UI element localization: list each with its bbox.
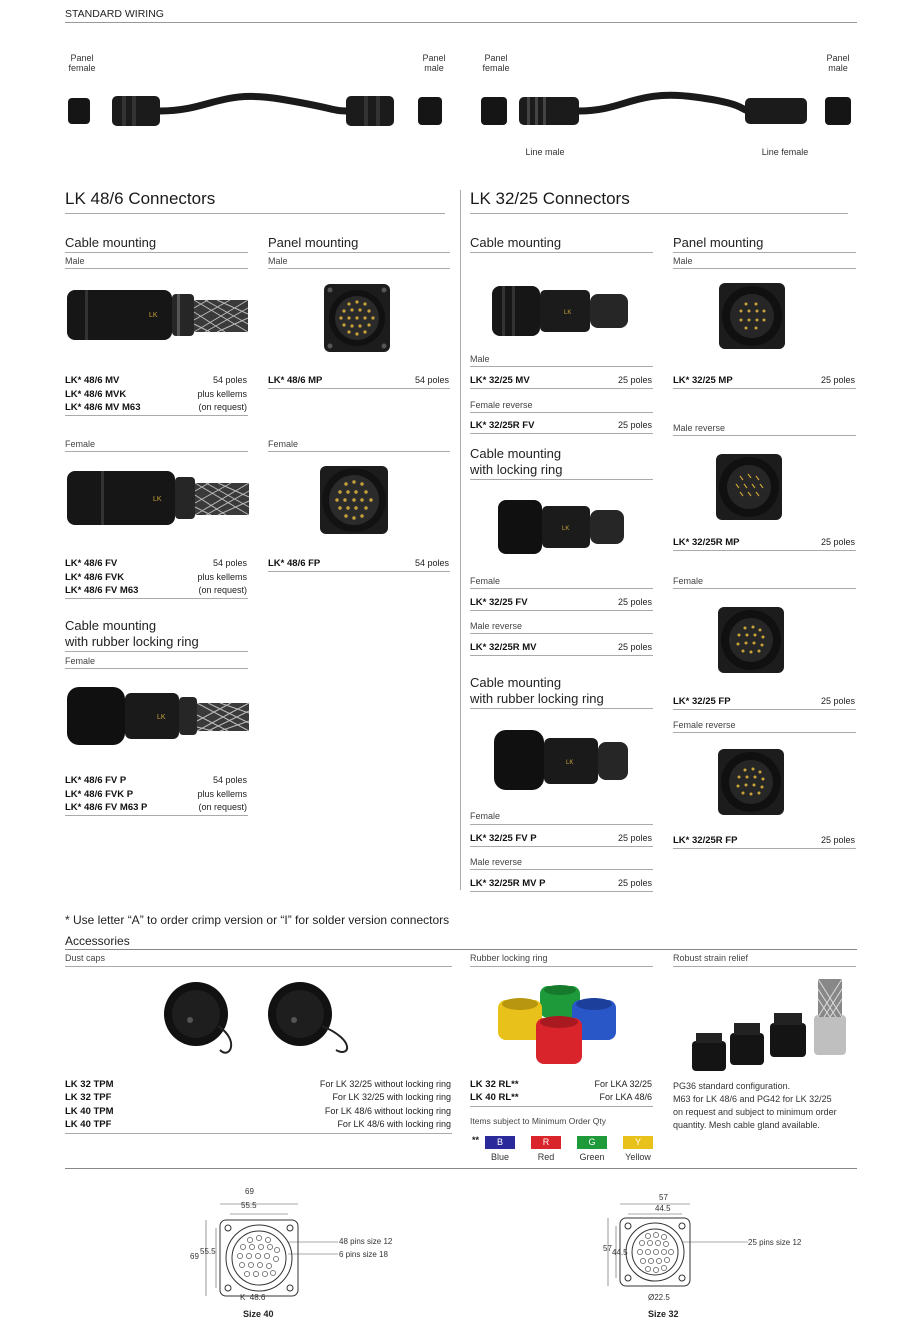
image-lk48-rubber-female [65, 683, 250, 751]
heading-lk48-panel: Panel mounting [268, 235, 359, 250]
divider [65, 415, 248, 416]
product-lk32-fv-name: LK* 32/25 FV [470, 597, 528, 608]
swatch-blue-label: Blue [490, 1152, 509, 1162]
size32-dim-left-inner: 44.5 [612, 1248, 628, 1257]
product-lk32-fv-p-name: LK* 32/25 FV P [470, 833, 537, 844]
swatch-yellow: Y [623, 1136, 653, 1149]
swatch-blue: B [485, 1136, 515, 1149]
product-lk32r-mp-value: 25 poles [820, 537, 855, 547]
divider [65, 949, 857, 950]
divider [65, 252, 248, 253]
divider [470, 966, 653, 967]
divider [470, 252, 653, 253]
footnote: * Use letter “A” to order crimp version or “I” for solder version connectors [65, 913, 450, 927]
divider [673, 966, 856, 967]
label-lk32-panel-male: Male [673, 256, 693, 266]
divider [673, 709, 856, 710]
size32-note-1: 25 pins size 12 [748, 1238, 802, 1247]
divider [268, 252, 450, 253]
product-lk32r-mv-name: LK* 32/25R MV [470, 642, 537, 653]
size40-caption: Size 40 [243, 1309, 274, 1319]
image-lk32-panel-male [716, 280, 788, 352]
section-title-standard-wiring: STANDARD WIRING [65, 8, 164, 20]
product-lk48-mv-value: 54 poles [212, 375, 247, 385]
svg-text:LK: LK [157, 714, 166, 721]
label-lk32-locking-female: Female [470, 576, 501, 586]
product-lk48-fv-name: LK* 48/6 FV [65, 558, 118, 569]
size32-dim-bottom: Ø22.5 [648, 1293, 670, 1302]
divider [65, 1168, 857, 1169]
product-lk32r-mv-p-value: 25 poles [617, 878, 652, 888]
size40-dim-left: 69 [190, 1252, 199, 1261]
label-lk32-rubber-female: Female [470, 811, 501, 821]
product-lk32-mp-value: 25 poles [820, 375, 855, 385]
product-lk32r-fp-name: LK* 32/25R FP [673, 835, 738, 846]
heading-lk32-cable: Cable mounting [470, 235, 562, 250]
product-lk48-fv-m63-p-name: LK* 48/6 FV M63 P [65, 802, 148, 813]
product-lk48-mp-value: 54 poles [414, 375, 449, 385]
divider [65, 598, 248, 599]
product-lk48-fv-m63-p-value: (on request) [198, 802, 247, 812]
image-strain-relief [690, 975, 860, 1075]
product-lk32-fv-p-value: 25 poles [617, 833, 652, 843]
swatch-green-label: Green [579, 1152, 605, 1162]
size32-dim-top: 57 [659, 1193, 668, 1202]
product-lk32-mp-name: LK* 32/25 MP [673, 375, 733, 386]
label-line-female: Line female [761, 147, 809, 157]
heading-lk32-locking: Cable mounting with locking ring [470, 446, 563, 477]
product-lk32r-fv-value: 25 poles [617, 420, 652, 430]
divider [470, 388, 653, 389]
divider [673, 588, 856, 589]
product-lk32r-mv-value: 25 poles [617, 642, 652, 652]
label-lk32-male: Male [470, 354, 490, 364]
dust-cap-1-name: LK 32 TPM [65, 1079, 114, 1090]
divider [470, 366, 653, 367]
size40-dim-top: 69 [245, 1187, 254, 1196]
label-lk48-male: Male [65, 256, 85, 266]
svg-text:LK: LK [153, 496, 162, 503]
product-lk48-fv-p-value: 54 poles [212, 775, 247, 785]
divider [470, 633, 653, 634]
divider [470, 610, 653, 611]
divider [268, 451, 450, 452]
product-lk32-fp-value: 25 poles [820, 696, 855, 706]
title-accessories: Accessories [65, 934, 130, 948]
column-divider [460, 190, 461, 890]
rubber-ring-1-name: LK 32 RL** [470, 1079, 519, 1090]
product-lk48-mvk-name: LK* 48/6 MVK [65, 389, 127, 400]
moq-note: Items subject to Minimum Order Qty [470, 1116, 607, 1126]
product-lk32r-mv-p-name: LK* 32/25R MV P [470, 878, 546, 889]
drawing-size32 [598, 1190, 818, 1310]
label-panel-male-right: Panel male [826, 53, 850, 73]
swatch-stars: ** [472, 1135, 480, 1145]
divider [470, 588, 653, 589]
svg-text:LK: LK [149, 312, 158, 319]
divider [65, 451, 248, 452]
divider [673, 268, 856, 269]
image-lk32-panel-female [714, 604, 788, 676]
label-lk48-panel-male: Male [268, 256, 288, 266]
divider [65, 651, 248, 652]
size32-dim-left: 57 [603, 1244, 612, 1253]
size32-dim-inner: 44.5 [655, 1204, 671, 1213]
label-line-male: Line male [525, 147, 565, 157]
product-lk48-mv-name: LK* 48/6 MV [65, 375, 120, 386]
divider [65, 966, 452, 967]
product-lk48-mvk-value: plus kellems [197, 389, 247, 399]
rubber-ring-2-value: For LKA 48/6 [599, 1092, 652, 1102]
divider [673, 550, 856, 551]
divider [673, 435, 856, 436]
divider [673, 252, 856, 253]
label-lk32-female-reverse: Female reverse [470, 400, 533, 410]
image-lk32r-panel-female [714, 746, 788, 818]
wiring-illustration-right [475, 85, 865, 145]
size40-note-1: 48 pins size 12 [339, 1237, 393, 1246]
divider [470, 708, 653, 709]
product-lk32-mv-name: LK* 32/25 MV [470, 375, 530, 386]
heading-lk48-cable: Cable mounting [65, 235, 157, 250]
swatch-yellow-label: Yellow [625, 1152, 651, 1162]
divider [673, 388, 856, 389]
divider [268, 571, 450, 572]
product-lk48-fvk-p-value: plus kellems [197, 789, 247, 799]
divider [268, 388, 450, 389]
dust-cap-4-value: For LK 48/6 with locking ring [337, 1119, 451, 1129]
product-lk48-fv-m63-value: (on request) [198, 585, 247, 595]
size40-note-2: 6 pins size 18 [339, 1250, 388, 1259]
svg-text:LK: LK [564, 310, 572, 316]
divider [470, 846, 653, 847]
rubber-ring-2-name: LK 40 RL** [470, 1092, 519, 1103]
heading-lk32-rubber: Cable mounting with rubber locking ring [470, 675, 604, 706]
divider [470, 824, 653, 825]
product-lk48-fvk-value: plus kellems [197, 572, 247, 582]
product-lk48-fv-m63-name: LK* 48/6 FV M63 [65, 585, 139, 596]
label-lk32-male-reverse: Male reverse [470, 621, 523, 631]
divider [470, 412, 653, 413]
divider [268, 268, 450, 269]
label-lk32-rubber-male-reverse: Male reverse [470, 857, 523, 867]
title-lk32: LK 32/25 Connectors [470, 189, 630, 208]
divider [65, 268, 248, 269]
swatch-red-label: Red [537, 1152, 555, 1162]
dust-cap-2-value: For LK 32/25 with locking ring [332, 1092, 451, 1102]
product-lk48-fvk-name: LK* 48/6 FVK [65, 572, 125, 583]
image-lk32-locking-female [496, 496, 626, 558]
product-lk32-mv-value: 25 poles [617, 375, 652, 385]
label-lk48-female: Female [65, 439, 96, 449]
label-lk32-panel-female-reverse: Female reverse [673, 720, 736, 730]
image-lk48-cable-male [65, 282, 250, 350]
product-lk32r-fp-value: 25 poles [820, 835, 855, 845]
divider [470, 479, 653, 480]
title-lk48: LK 48/6 Connectors [65, 189, 216, 208]
label-panel-female-left: Panel female [68, 53, 96, 73]
divider [65, 22, 857, 23]
dust-cap-2-name: LK 32 TPF [65, 1092, 112, 1103]
label-lk48-rubber-female: Female [65, 656, 96, 666]
divider [470, 1106, 653, 1107]
dust-cap-4-name: LK 40 TPF [65, 1119, 112, 1130]
heading-lk32-panel: Panel mounting [673, 235, 764, 250]
swatch-green: G [577, 1136, 607, 1149]
product-lk32-fp-name: LK* 32/25 FP [673, 696, 731, 707]
size40-dim-inner: 55.5 [241, 1201, 257, 1210]
divider [65, 668, 248, 669]
product-lk48-mv-m63-value: (on request) [198, 402, 247, 412]
image-lk32r-panel-male [712, 452, 788, 524]
label-panel-female-right: Panel female [482, 53, 510, 73]
label-panel-male-left: Panel male [422, 53, 446, 73]
product-lk48-mp-name: LK* 48/6 MP [268, 375, 323, 386]
size40-dim-bottom: K 48.6 [240, 1293, 266, 1302]
divider [470, 213, 848, 214]
product-lk32r-mp-name: LK* 32/25R MP [673, 537, 740, 548]
image-dust-caps [160, 980, 370, 1060]
product-lk48-fv-value: 54 poles [212, 558, 247, 568]
label-dust-caps: Dust caps [65, 953, 106, 963]
swatch-red: R [531, 1136, 561, 1149]
product-lk48-fp-value: 54 poles [414, 558, 449, 568]
label-strain-relief: Robust strain relief [673, 953, 749, 963]
dust-cap-3-value: For LK 48/6 without locking ring [324, 1106, 451, 1116]
dust-cap-3-name: LK 40 TPM [65, 1106, 114, 1117]
wiring-illustration-left [60, 85, 460, 145]
image-lk48-panel-female [316, 462, 392, 538]
divider [470, 655, 653, 656]
svg-text:LK: LK [566, 760, 574, 766]
dust-cap-1-value: For LK 32/25 without locking ring [319, 1079, 451, 1089]
image-lk48-panel-male [322, 282, 392, 354]
heading-lk48-rubber: Cable mounting with rubber locking ring [65, 618, 199, 649]
divider [65, 1133, 452, 1134]
product-lk48-fv-p-name: LK* 48/6 FV P [65, 775, 127, 786]
divider [65, 815, 248, 816]
image-lk32-rubber-female [492, 728, 630, 794]
size40-dim-left-inner: 55.5 [200, 1247, 216, 1256]
size32-caption: Size 32 [648, 1309, 679, 1319]
label-lk32-panel-male-reverse: Male reverse [673, 423, 726, 433]
image-lk48-cable-female [65, 465, 250, 533]
image-rubber-rings [496, 982, 626, 1072]
rubber-ring-1-value: For LKA 32/25 [594, 1079, 652, 1089]
label-rubber-locking-ring: Rubber locking ring [470, 953, 548, 963]
svg-text:LK: LK [562, 526, 570, 532]
divider [673, 732, 856, 733]
divider [673, 848, 856, 849]
product-lk48-fvk-p-name: LK* 48/6 FVK P [65, 789, 134, 800]
strain-relief-text: PG36 standard configuration. M63 for LK 48/6 and PG42 for LK 32/25 on request and subject to minimum order quantity. Mesh cable gland available. [673, 1081, 837, 1130]
divider [470, 433, 653, 434]
divider [470, 891, 653, 892]
divider [65, 213, 445, 214]
label-lk48-panel-female: Female [268, 439, 299, 449]
label-lk32-panel-female: Female [673, 576, 704, 586]
product-lk32r-fv-name: LK* 32/25R FV [470, 420, 535, 431]
product-lk48-fp-name: LK* 48/6 FP [268, 558, 321, 569]
divider [470, 869, 653, 870]
product-lk48-mv-m63-name: LK* 48/6 MV M63 [65, 402, 141, 413]
product-lk32-fv-value: 25 poles [617, 597, 652, 607]
image-lk32-cable-male [490, 282, 630, 340]
